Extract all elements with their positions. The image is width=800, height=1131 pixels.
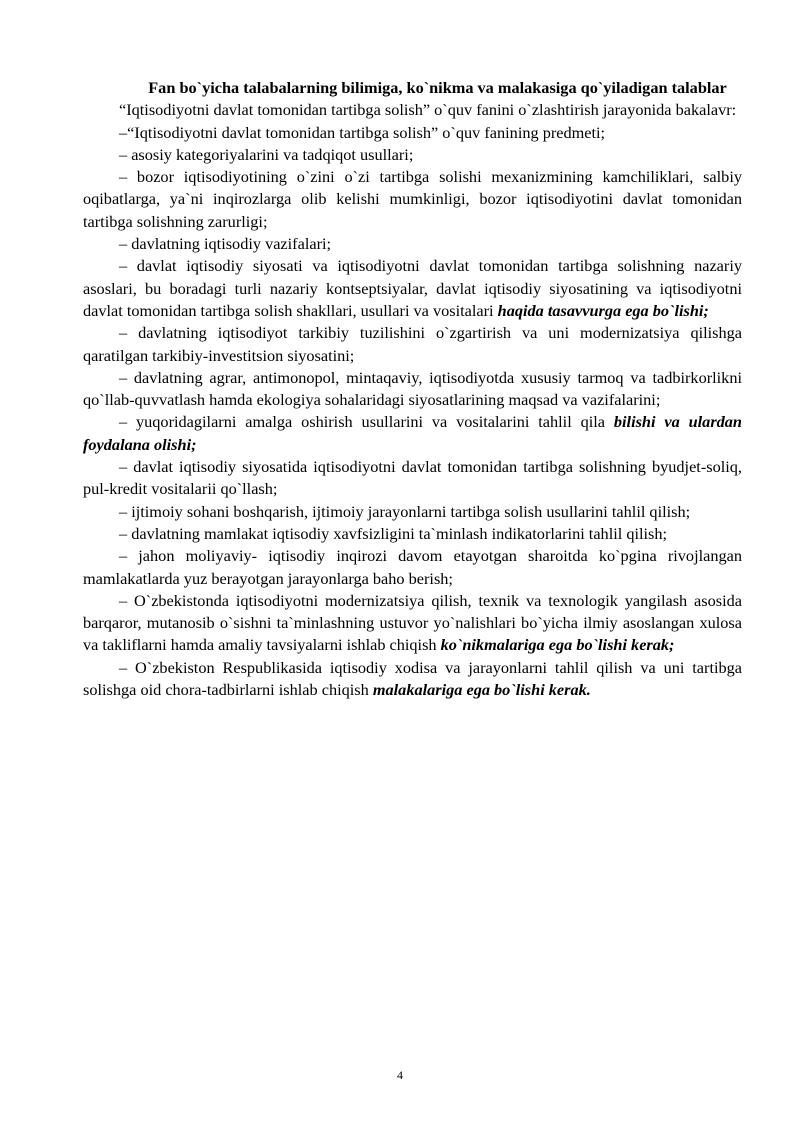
list-item-emphasis: haqida tasavvurga ega bo`lishi; bbox=[497, 300, 709, 320]
list-item-text: – davlatning iqtisodiyot tarkibiy tuzilishini o`zgartirish va uni modernizatsiya qilishga qaratilgan tarkibiy-investitsion siyosatini; bbox=[83, 323, 742, 365]
list-item-emphasis: malakalariga ega bo`lishi kerak. bbox=[372, 680, 591, 700]
list-item-text: – davlatning iqtisodiy vazifalari; bbox=[119, 234, 332, 254]
list-item bbox=[83, 411, 742, 456]
list-item-text: – davlatning mamlakat iqtisodiy xavfsizligini ta`minlash indikatorlarini tahlil qilish; bbox=[119, 523, 668, 543]
list-item bbox=[83, 166, 742, 233]
list-item-text: – ijtimoiy sohani boshqarish, ijtimoiy jarayonlarni tartibga solish usullarini tahlil qilish; bbox=[119, 501, 691, 521]
list-item bbox=[83, 322, 742, 367]
page-number: 4 bbox=[397, 1068, 403, 1082]
list-item-text: – jahon moliyaviy- iqtisodiy inqirozi davom etayotgan sharoitda ko`pgina rivojlangan mamlakatlarda yuz berayotgan jarayonlarga baho berish; bbox=[83, 546, 742, 588]
document-page bbox=[83, 77, 742, 701]
list-item bbox=[83, 367, 742, 412]
list-item bbox=[83, 122, 742, 144]
list-item bbox=[83, 545, 742, 590]
list-item-text: – asosiy kategoriyalarini va tadqiqot usullari; bbox=[119, 144, 414, 164]
list-item bbox=[83, 523, 742, 545]
paragraph-text: “Iqtisodiyotni davlat tomonidan tartibga solish” o`quv fanini o`zlashtirish jarayonida bakalavr: bbox=[119, 100, 737, 120]
list-item bbox=[83, 501, 742, 523]
list-item-text: –“Iqtisodiyotni davlat tomonidan tartibga solish” o`quv fanining predmeti; bbox=[119, 122, 606, 142]
paragraph bbox=[83, 99, 742, 121]
list-item-text: – davlat iqtisodiy siyosati va iqtisodiyotni davlat tomonidan tartibga solishning nazariy asoslari, bu boradagi turli nazariy kontseptsiyalar, davlat iqtisodiy siyosatining va iqtisodiyotni davlat tomonidan tartibga solish shakllari, usullari va vositalari bbox=[83, 256, 742, 320]
list-item-emphasis: ko`nikmalariga ega bo`lishi kerak; bbox=[440, 635, 675, 655]
list-item bbox=[83, 657, 742, 702]
list-item bbox=[83, 255, 742, 322]
list-item bbox=[83, 144, 742, 166]
list-item bbox=[83, 456, 742, 501]
list-item-text: – O`zbekistonda iqtisodiyotni modernizatsiya qilish, texnik va texnologik yangilash asosida barqaror, mutanosib o`sishni ta`minlashning ustuvor yo`nalishlari bo`yicha ilmiy asoslangan xulosa va takliflarni hamda amaliy tavsiyalarni ishlab chiqish bbox=[83, 590, 742, 655]
list-item-text: – bozor iqtisodiyotining o`zini o`zi tartibga solishi mexanizmining kamchiliklari, salbiy oqibatlarga, ya`ni inqirozlarga olib kelishi mumkinligi, bozor iqtisodiyotini davlat tomonidan tartibga solishning zarurligi; bbox=[83, 167, 742, 231]
list-item-text: – O`zbekiston Respublikasida iqtisodiy xodisa va jarayonlarni tahlil qilish va uni tartibga solishga oid chora-tadbirlarni ishlab chiqish bbox=[83, 657, 742, 700]
list-item bbox=[83, 590, 742, 657]
list-item bbox=[83, 233, 742, 255]
list-item-text: – davlat iqtisodiy siyosatida iqtisodiyotni davlat tomonidan tartibga solishning byudjet-soliq, pul-kredit vositalarii qo`llash; bbox=[83, 457, 742, 499]
list-item-emphasis: bilishi va ulardan foydalana olishi; bbox=[83, 412, 742, 454]
list-item-text: – yuqoridagilarni amalga oshirish usullarini va vositalarini tahlil qila bbox=[119, 412, 614, 432]
list-item-text: – davlatning agrar, antimonopol, mintaqaviy, iqtisodiyotda xususiy tarmoq va tadbirkorlikni qo`llab-quvvatlash hamda ekologiya sohalaridagi siyosatlarining maqsad va vazifalarini; bbox=[83, 367, 742, 410]
document-title: Fan bo`yicha talabalarning bilimiga, ko`nikma va malakasiga qo`yiladigan talablar bbox=[148, 78, 727, 97]
